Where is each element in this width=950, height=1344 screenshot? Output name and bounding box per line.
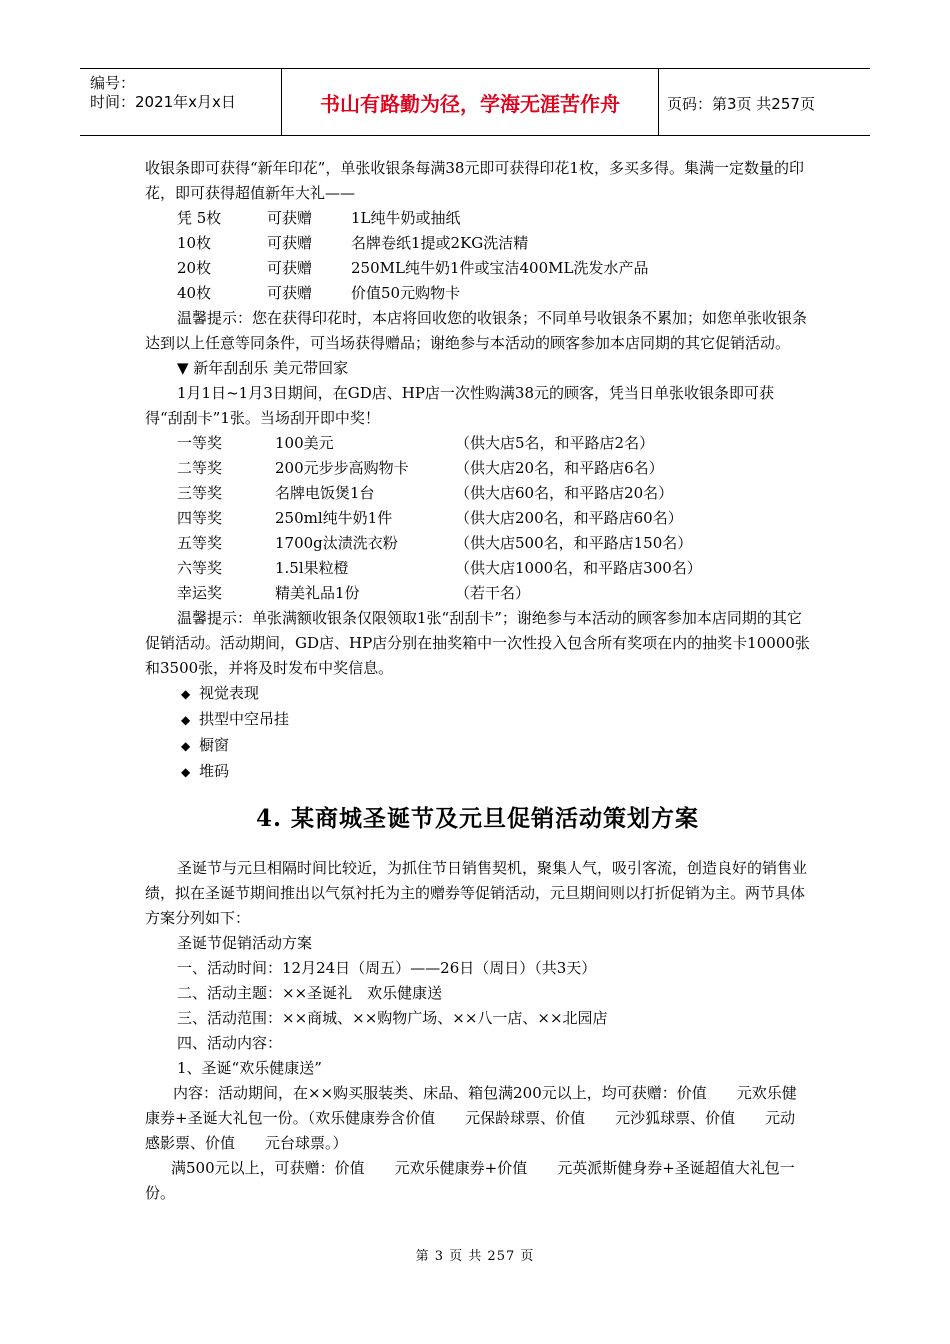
list-item [145,733,810,759]
document-body [145,156,810,1206]
prize-level: 一等奖 [177,434,223,452]
list-item-label: 视觉表现 [199,684,260,702]
reward-label: 可获赠 [267,209,313,227]
prize-level: 二等奖 [177,459,223,477]
plan-scope: 三、活动范围：××商城、××购物广场、××八一店、××北园店 [177,1009,608,1027]
prize-quota: （供大店500名，和平路店150名） [455,534,693,552]
prize-quota: （供大店5名，和平路店2名） [455,434,655,452]
prize-name: 250ml纯牛奶1件 [275,509,393,527]
prize-name: 1700g汰渍洗衣粉 [275,534,398,552]
prize-name: 1.5l果粒橙 [275,559,349,577]
list-item [145,707,810,733]
diamond-bullet-icon: ◆ [181,765,191,779]
prize-row [145,431,810,456]
prize-quota: （供大店1000名，和平路店300名） [455,559,702,577]
plan-title: 圣诞节促销活动方案 [177,934,313,952]
stamp-rewards-list [145,206,810,306]
stamp-count: 10枚 [177,234,212,252]
stamp-count: 凭 5枚 [177,209,222,227]
prize-row [145,581,810,606]
scratch-notice-paragraph: 温馨提示：单张满额收银条仅限领取1张“刮刮卡”；谢绝参与本活动的顾客参加本店同期的其它促销活动。活动期间，GD店、HP店分别在抽奖箱中一次性投入包含所有奖项在内的抽奖卡10000张和3500张，并将及时发布中奖信息。 [145,609,810,677]
diamond-bullet-icon: ◆ [181,687,191,701]
prize-level: 六等奖 [177,559,223,577]
reward-label: 可获赠 [267,259,313,277]
stamp-count: 40枚 [177,284,212,302]
plan-item1-desc: 内容：活动期间，在××购买服装类、床品、箱包满200元以上，均可获赠：价值 元欢乐健康券+圣诞大礼包一份。（欢乐健康券含价值 元保龄球票、价值 元沙狐球票、价值 元动感影票、价值 元台球票。） [145,1084,797,1152]
prize-quota: （供大店200名，和平路店60名） [455,509,683,527]
reward-prize: 价值50元购物卡 [351,284,461,302]
plan-theme: 二、活动主题：××圣诞礼 欢乐健康送 [177,984,443,1002]
prize-quota: （供大店20名，和平路店6名） [455,459,664,477]
stamp-reward-row [145,281,810,306]
page-footer: 第 3 页 共 257 页 [415,1249,535,1264]
header-motto: 书山有路勤为径，学海无涯苦作舟 [282,69,659,135]
prize-level: 幸运奖 [177,584,223,602]
plan-item1-desc2: 满500元以上，可获赠：价值 元欢乐健康券+价值 元英派斯健身券+圣诞超值大礼包一份。 [145,1159,795,1202]
header-page-info: 页码：第3页 共257页 [667,95,815,113]
header-meta-cell [80,69,282,135]
prize-level: 三等奖 [177,484,223,502]
plan-content-label: 四、活动内容： [177,1034,283,1052]
reward-label: 可获赠 [267,234,313,252]
visual-items-list [145,681,810,785]
prize-quota: （若干名） [455,584,531,602]
list-item [145,759,810,785]
intro-paragraph: 收银条即可获得“新年印花”，单张收银条每满38元即可获得印花1枚，多买多得。集满一定数量的印花，即可获得超值新年大礼—— [145,159,804,202]
prize-row [145,481,810,506]
prize-quota: （供大店60名，和平路店20名） [455,484,674,502]
list-item-label: 堆码 [199,762,230,780]
plan-item1-title: 1、圣诞“欢乐健康送” [177,1059,322,1077]
prize-name: 200元步步高购物卡 [275,459,409,477]
stamp-reward-row [145,256,810,281]
prize-name: 精美礼品1份 [275,584,360,602]
prize-level: 四等奖 [177,509,223,527]
scratch-prize-list [145,431,810,606]
stamp-notice-paragraph: 温馨提示：您在获得印花时，本店将回收您的收银条；不同单号收银条不累加；如您单张收银条达到以上任意等同条件，可当场获得赠品；谢绝参与本活动的顾客参加本店同期的其它促销活动。 [145,309,808,352]
prize-row [145,506,810,531]
diamond-bullet-icon: ◆ [181,713,191,727]
prize-row [145,556,810,581]
page-header [80,68,870,136]
section-title: 4. 某商城圣诞节及元旦促销活动策划方案 [255,805,700,832]
prize-row [145,456,810,481]
reward-prize: 250ML纯牛奶1件或宝洁400ML洗发水产品 [351,259,649,277]
list-item [145,681,810,707]
doc-number-label: 编号： [90,74,136,92]
list-item-label: 橱窗 [199,736,230,754]
scratch-description: 1月1日~1月3日期间，在GD店、HP店一次性购满38元的顾客，凭当日单张收银条即可获得“刮刮卡”1张。当场刮开即中奖！ [145,384,775,427]
reward-prize: 1L纯牛奶或抽纸 [351,209,461,227]
stamp-reward-row [145,231,810,256]
prize-row [145,531,810,556]
scratch-heading: ▼ 新年刮刮乐 美元带回家 [177,359,349,377]
reward-prize: 名牌卷纸1提或2KG洗洁精 [351,234,529,252]
plan-time: 一、活动时间：12月24日（周五）——26日（周日）（共3天） [177,959,597,977]
list-item-label: 拱型中空吊挂 [199,710,290,728]
prize-name: 名牌电饭煲1台 [275,484,375,502]
section-intro-paragraph: 圣诞节与元旦相隔时间比较近，为抓住节日销售契机，聚集人气，吸引客流，创造良好的销售业绩，拟在圣诞节期间推出以气氛衬托为主的赠券等促销活动，元旦期间则以打折促销为主。两节具体方案分列如下： [145,859,808,927]
stamp-count: 20枚 [177,259,212,277]
reward-label: 可获赠 [267,284,313,302]
prize-level: 五等奖 [177,534,223,552]
stamp-reward-row [145,206,810,231]
doc-date-label: 时间：2021年x月x日 [90,93,236,111]
prize-name: 100美元 [275,434,334,452]
diamond-bullet-icon: ◆ [181,739,191,753]
